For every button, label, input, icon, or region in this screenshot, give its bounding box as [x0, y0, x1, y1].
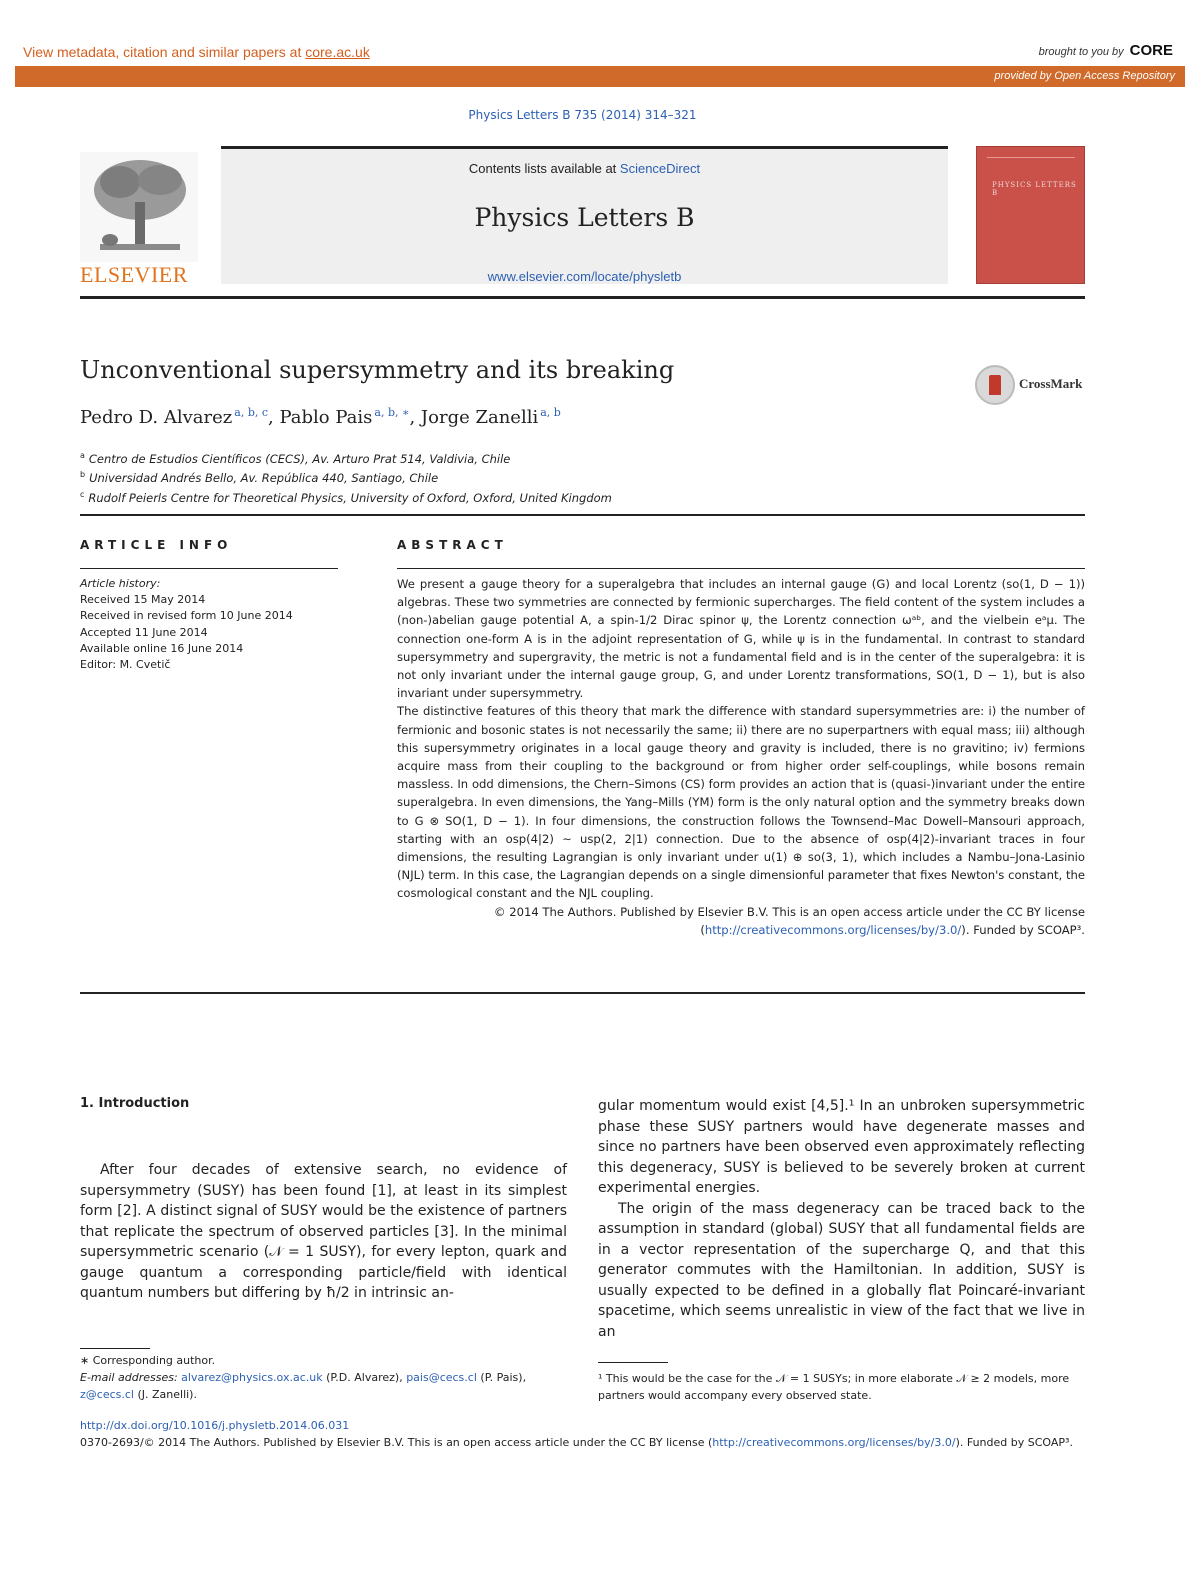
abstract-rule: [397, 568, 1085, 569]
issn-line: 0370-2693/© 2014 The Authors. Published by Elsevier B.V. This is an open access article under the CC BY license (http://creativecommons.org/licenses/by/3.0/). Funded by SCOAP³.: [80, 1435, 1073, 1449]
email-link[interactable]: alvarez@physics.ox.ac.uk: [181, 1371, 323, 1384]
journal-url-link[interactable]: www.elsevier.com/locate/physletb: [487, 269, 682, 284]
license-link[interactable]: http://creativecommons.org/licenses/by/3.0/: [712, 1435, 956, 1449]
abstract-copyright: © 2014 The Authors. Published by Elsevier B.V. This is an open access article under the CC BY license (http://creativecommons.org/licenses/by/3.0/). Funded by SCOAP³.: [493, 904, 1085, 937]
abstract-paragraph: The distinctive features of this theory that mark the difference with standard supersymmetries are: i) the number of fermionic and bosonic states is not necessarily the same; ii) there are no superpartners with equal mass; iii) although this supersymmetry originates in a local gauge theory and gravity is included, there is no gravitino; iv) fermions acquire mass from their coupling to the background or from higher order self-couplings, while bosons remain massless. In odd dimensions, the Chern–Simons (CS) form provides an action that is (quasi-)invariant under the entire superalgebra. In even dimensions, the Yang–Mills (YM) form is the only natural option and the symmetry breaks down to G ⊗ SO(1, D − 1). In four dimensions, the construction follows the Townsend–Mac Dowell–Mansouri approach, starting with an osp(4|2) ∼ usp(2, 2|1) connection. Due to the absence of osp(4|2)-invariant traces in four dimensions, the resulting Lagrangian is only invariant under u(1) ⊕ so(3, 1), which includes a Nambu–Jona-Lasinio (NJL) term. In this case, the Lagrangian depends on a single dimensionful parameter that fixes Newton's constant, the cosmological constant and the NJL coupling.: [397, 704, 1085, 901]
core-provided-bar: [15, 66, 1185, 87]
body-paragraph: gular momentum would exist [4,5].¹ In an unbroken supersymmetric phase these SUSY partners would have degenerate masses and since no partners have been observed even approximately reflecting this degeneracy, SUSY is believed to be severely broken at current experimental energies.: [598, 1098, 1085, 1196]
author-name: Pedro D. Alvarez: [80, 407, 233, 428]
affiliation-item: $^a$ Centro de Estudios Científicos (CECS), Av. Arturo Prat 514, Valdivia, Chile: [80, 451, 511, 466]
footnote-rule: [80, 1348, 150, 1349]
body-paragraph: After four decades of extensive search, no evidence of supersymmetry (SUSY) has been found [1], at least in its simplest form [2]. A distinct signal of SUSY would be the existence of partners that replicate the spectrum of observed particles [3]. In the minimal supersymmetric scenario (𝒩 = 1 SUSY), for every lepton, quark and gauge quantum a corresponding particle/field with identical quantum numbers but differing by ħ/2 in intrinsic an-: [80, 1162, 567, 1301]
left-column: [80, 1160, 567, 1304]
affiliations: [80, 448, 612, 506]
crossmark-icon: [975, 365, 1015, 405]
paper-title: Unconventional supersymmetry and its breaking: [80, 356, 675, 384]
crossmark-label: CrossMark: [1019, 376, 1083, 391]
revised-date: Received in revised form 10 June 2014: [80, 609, 293, 623]
cover-rule: [987, 157, 1075, 158]
corresponding-footnote: [80, 1352, 567, 1403]
abstract-heading: ABSTRACT: [397, 538, 508, 552]
author-affil-link[interactable]: a, b, c: [234, 406, 269, 419]
received-date: Received 15 May 2014: [80, 593, 206, 607]
tree-icon: [80, 152, 198, 262]
masthead-rule: [80, 296, 1085, 299]
email-link[interactable]: pais@cecs.cl: [406, 1371, 477, 1384]
core-logo: CORE: [1129, 42, 1173, 59]
article-info-heading: ARTICLE INFO: [80, 538, 233, 552]
core-link[interactable]: core.ac.uk: [305, 44, 370, 60]
contents-line: Contents lists available at ScienceDirect: [468, 161, 701, 176]
right-column: [598, 1096, 1085, 1342]
author-affil-link[interactable]: a, b: [540, 406, 561, 419]
core-provided-text[interactable]: provided by Open Access Repository: [994, 70, 1175, 82]
section-heading: 1. Introduction: [80, 1096, 190, 1111]
cover-title: PHYSICS LETTERS B: [992, 181, 1077, 197]
core-header: [15, 38, 1185, 66]
license-link[interactable]: http://creativecommons.org/licenses/by/3.0/: [704, 922, 962, 937]
core-metadata-text: View metadata, citation and similar papers at core.ac.uk: [23, 44, 370, 60]
author-name: Pablo Pais: [279, 407, 373, 428]
affiliation-item: $^c$ Rudolf Peierls Centre for Theoretical Physics, University of Oxford, Oxford, United Kingdom: [80, 489, 612, 505]
article-history: [80, 576, 293, 673]
doi-link[interactable]: http://dx.doi.org/10.1016/j.physletb.2014.06.031: [80, 1419, 350, 1432]
accepted-date: Accepted 11 June 2014: [80, 625, 208, 639]
email-addresses: E-mail addresses: alvarez@physics.ox.ac.uk (P.D. Alvarez), pais@cecs.cl (P. Pais), z@cecs.cl (J. Zanelli).: [80, 1371, 527, 1401]
article-info-rule: [80, 568, 338, 569]
online-date: Available online 16 June 2014: [80, 641, 244, 655]
abstract-body: [397, 575, 1085, 939]
journal-cover-image: [976, 146, 1085, 284]
title-rule: [80, 514, 1085, 516]
abstract-paragraph: We present a gauge theory for a superalgebra that includes an internal gauge (G) and local Lorentz (so(1, D − 1)) algebras. These two symmetries are connected by fermionic supercharges. The field content of the system includes a (non-)abelian gauge potential A, a spin-1/2 Dirac spinor ψ, the Lorentz connection ωᵃᵇ, and the vielbein eᵃμ. The connection one-form A is in the adjoint representation of G, while ψ is in the fundamental. In contrast to standard supersymmetry and supergravity, the metric is not a fundamental field and is in the center of the superalgebra: it is not only invariant under the internal gauge group, G, and under Lorentz transformations, SO(1, D − 1), but is also invariant under supersymmetry.: [397, 577, 1085, 701]
history-label: Article history:: [80, 577, 161, 590]
corresponding-author-note: ∗ Corresponding author.: [80, 1354, 216, 1367]
elsevier-wordmark: ELSEVIER: [80, 262, 188, 287]
sciencedirect-link[interactable]: ScienceDirect: [619, 161, 701, 176]
footnote-rule: [598, 1362, 668, 1363]
crossmark-button[interactable]: [975, 365, 1090, 405]
abstract-bottom-rule: [80, 992, 1085, 994]
author-list: Pedro D. Alvarez $^{a, b, c}$, Pablo Pais $^{a, b, ∗}$, Jorge Zanelli $^{a, b}$: [80, 406, 561, 428]
core-brought-by[interactable]: brought to you by CORE: [1038, 42, 1173, 59]
journal-reference[interactable]: Physics Letters B 735 (2014) 314–321: [468, 108, 697, 122]
journal-masthead: [221, 146, 948, 284]
body-paragraph: The origin of the mass degeneracy can be traced back to the assumption in standard (global) SUSY that all fundamental fields are in a vector representation of the supercharge Q, and that this generator commutes with the Hamiltonian. In addition, SUSY is usually expected to be defined in a globally flat Poincaré-invariant spacetime, which seems unrealistic in view of the fact that we live in an: [598, 1200, 1085, 1340]
affiliation-item: $^b$ Universidad Andrés Bello, Av. República 440, Santiago, Chile: [80, 470, 439, 486]
page-footer: [80, 1418, 1085, 1451]
author-name: Jorge Zanelli: [420, 407, 539, 428]
footnote-1: ¹ This would be the case for the 𝒩 = 1 SUSYs; in more elaborate 𝒩 ≥ 2 models, more partners would accompany every observed state.: [598, 1372, 1070, 1402]
author-affil-link[interactable]: a, b, ∗: [374, 406, 410, 419]
email-link[interactable]: z@cecs.cl: [80, 1388, 134, 1401]
journal-title: Physics Letters B: [474, 203, 695, 232]
editor: Editor: M. Cvetič: [80, 658, 171, 672]
